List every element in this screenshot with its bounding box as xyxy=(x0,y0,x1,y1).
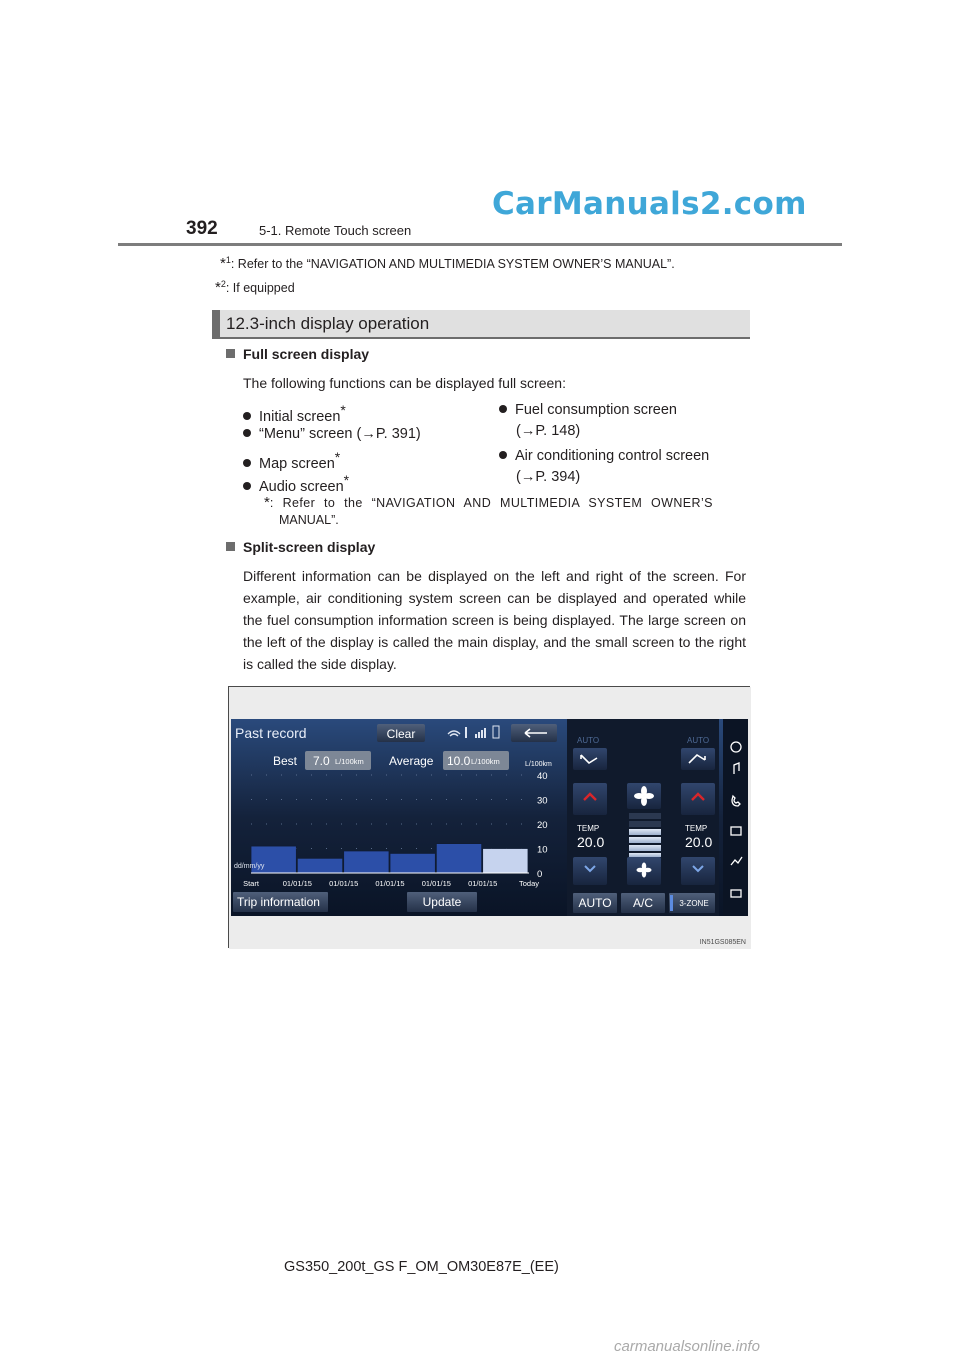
bar xyxy=(297,858,342,873)
section-title-bar xyxy=(212,310,750,339)
bullet-map-screen: Map screen* xyxy=(243,449,340,472)
y-tick-label: 30 xyxy=(537,795,548,807)
bullet-audio-screen: Audio screen* xyxy=(243,472,349,495)
bar xyxy=(390,853,435,873)
auto-indicator-right: AUTO xyxy=(687,736,710,745)
x-tick-label: 01/01/15 xyxy=(282,879,312,888)
note-asterisk-cont: MANUAL”. xyxy=(279,513,339,527)
average-label: Average xyxy=(389,754,434,768)
left-temp-up-button[interactable] xyxy=(573,783,607,815)
section-header: 5-1. Remote Touch screen xyxy=(259,223,412,238)
header-rule xyxy=(118,243,842,246)
x-tick-label: 01/01/15 xyxy=(329,879,359,888)
temp-value-left: 20.0 xyxy=(577,834,605,850)
page-number: 392 xyxy=(186,218,218,239)
ac-screen-ref: (→P. 394) xyxy=(516,469,581,485)
split-screen-body: Different information can be displayed on the left and right of the screen. For example, air conditioning system screen can be displayed and operated while the fuel consumption information screen is being displayed. The large screen on the left of the display is called the main display, and the small screen to the right is called the side display. xyxy=(243,568,746,672)
document-id: GS350_200t_GS F_OM_OM30E87E_(EE) xyxy=(284,1259,559,1275)
bullet-fuel-screen: Fuel consumption screen xyxy=(499,402,677,418)
right-temp-up-button[interactable] xyxy=(681,783,715,815)
past-record-title: Past record xyxy=(235,725,307,741)
auto-button-label: AUTO xyxy=(578,896,612,910)
bar xyxy=(344,851,389,873)
clear-button-label: Clear xyxy=(386,727,416,741)
temp-value-right: 20.0 xyxy=(685,834,713,850)
average-value: 10.0 xyxy=(447,754,471,768)
fuel-screen-ref: (→P. 148) xyxy=(516,423,581,439)
temp-label-right: TEMP xyxy=(685,824,708,833)
note-asterisk: *: Refer to the “NAVIGATION AND MULTIMEDIA SYSTEM OWNER’S xyxy=(264,494,713,511)
trip-information-label: Trip information xyxy=(237,895,320,909)
watermark-bottom: carmanualsonline.info xyxy=(614,1338,760,1355)
footnote-2: *$^2$: If equipped xyxy=(215,279,295,296)
y-tick-label: 40 xyxy=(537,771,548,782)
figure-code: IN51GS085EN xyxy=(699,939,746,946)
y-axis-unit: L/100km xyxy=(525,761,552,768)
auto-indicator-left: AUTO xyxy=(577,736,600,745)
best-value: 7.0 xyxy=(313,754,330,768)
bluetooth-icon xyxy=(465,727,467,738)
watermark-logo: CarManuals2.com xyxy=(492,186,807,222)
bar-current xyxy=(483,849,528,874)
y-tick-label: 0 xyxy=(537,869,543,880)
bullet-menu-screen: “Menu” screen (→P. 391) xyxy=(243,426,421,442)
right-airflow-button[interactable] xyxy=(681,748,715,770)
bullet-initial-screen: Initial screen* xyxy=(243,402,346,425)
average-unit: L/100km xyxy=(471,757,500,766)
x-tick-label: 01/01/15 xyxy=(468,879,498,888)
x-tick-label: Today xyxy=(518,879,540,888)
best-unit: L/100km xyxy=(335,757,364,766)
best-label: Best xyxy=(273,754,298,768)
temp-label-left: TEMP xyxy=(577,824,600,833)
three-zone-label: 3-ZONE xyxy=(679,899,709,908)
display-screen xyxy=(229,687,751,949)
full-screen-intro: The following functions can be displayed full screen: xyxy=(243,375,566,391)
date-format-label: dd/mm/yy xyxy=(234,863,265,870)
y-tick-label: 20 xyxy=(537,820,548,831)
x-tick-label: Start xyxy=(243,879,259,888)
display-figure xyxy=(228,686,750,948)
update-label: Update xyxy=(422,895,462,909)
ac-button-label: A/C xyxy=(632,896,654,910)
section-title: 12.3-inch display operation xyxy=(226,314,430,333)
y-tick-label: 10 xyxy=(537,844,548,856)
split-screen-heading: Split-screen display xyxy=(226,539,375,555)
footnote-1: *$^1$: Refer to the “NAVIGATION AND MULTIMEDIA SYSTEM OWNER’S MANUAL”. xyxy=(220,255,675,272)
bullet-ac-screen: Air conditioning control screen xyxy=(499,448,709,464)
x-tick-label: 01/01/15 xyxy=(375,879,405,888)
side-menu-strip xyxy=(723,719,748,916)
x-tick-label: 01/01/15 xyxy=(421,879,451,888)
left-airflow-button[interactable] xyxy=(573,748,607,770)
bar xyxy=(436,844,481,873)
signal-icon xyxy=(475,734,477,738)
full-screen-heading: Full screen display xyxy=(226,346,369,362)
